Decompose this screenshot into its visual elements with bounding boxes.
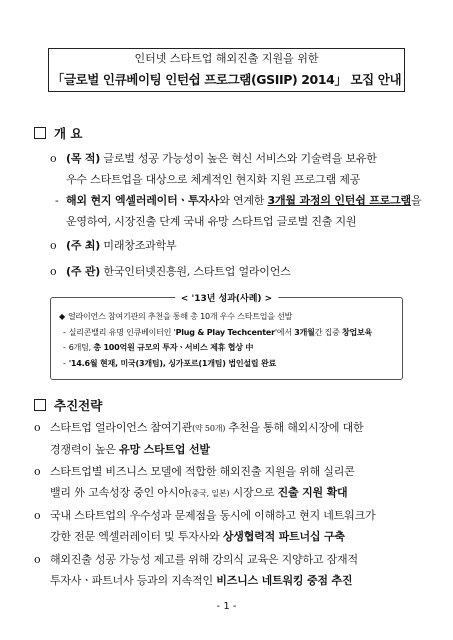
document-title: 「글로벌 인큐베이팅 인턴쉽 프로그램(GSIIP) 2014」 모집 안내	[51, 72, 402, 87]
overview-heading: 개 요	[34, 124, 83, 142]
bullet-o: o	[50, 265, 57, 278]
strategy-heading: 추진전략	[34, 396, 102, 414]
results-box	[50, 294, 403, 380]
strategy-item-1: o 스타트업 얼라이언스 참여기관(약 50개) 추천을 통해 해외시장에 대한 경쟁력이 높은 유망 스타트업 선발	[50, 417, 420, 460]
diamond-bullet-icon: ◆	[59, 312, 65, 321]
bullet-o: o	[34, 465, 41, 478]
results-line-1: ◆ 얼라이언스 참여기관의 추천을 통해 총 10개 우수 스타트업을 선발	[59, 312, 293, 321]
purpose-sub-paragraph: - 해외 현지 엑셀러레이터ㆍ투자사와 연계한 3개월 과정의 인턴쉽 프로그램을 운영하여, 시장진출 단계 국내 유망 스타트업 글로벌 진출 지원	[66, 190, 426, 232]
strategy-item-2: o 스타트업별 비즈니스 모델에 적합한 해외진출 지원을 위해 실리콘 밸리 外 고속성장 중인 아시아(중국, 일본) 시장으로 진출 지원 확대	[50, 461, 420, 504]
bullet-o: o	[50, 152, 57, 165]
strategy-item-4: o 해외진출 성공 가능성 제고를 위해 강의식 교육은 지양하고 잠재적 투자사ㆍ파트너사 등과의 지속적인 비즈니스 네트워킹 중점 추진	[50, 549, 420, 591]
host-paragraph: o (주 최) 미래창조과학부	[66, 235, 426, 256]
purpose-paragraph: o (목 적) 글로벌 성공 가능성이 높은 혁신 서비스와 기술력을 보유한 우수 스타트업을 대상으로 체계적인 현지화 지원 프로그램 제공	[66, 148, 426, 190]
bullet-dash: -	[55, 194, 59, 207]
bullet-o: o	[34, 509, 41, 522]
strategy-item-3: o 국내 스타트업의 우수성과 문제점을 동시에 이해하고 현지 네트워크가 강한 전문 엑셀러레이터 및 투자사와 상생협력적 파트너십 구축	[50, 505, 420, 547]
results-line-4: - '14.6월 현재, 미국(3개팀), 싱가포르(1개팀) 법인설립 완료	[63, 358, 277, 368]
title-box	[48, 48, 405, 92]
results-title: < '13년 성과(사례) >	[175, 291, 278, 304]
checkbox-square-icon	[34, 399, 46, 411]
checkbox-square-icon	[34, 127, 46, 139]
organizer-paragraph: o (주 관) 한국인터넷진흥원, 스타트업 얼라이언스	[66, 261, 426, 282]
document-subtitle: 인터넷 스타트업 해외진출 지원을 위한	[134, 52, 319, 65]
results-line-3: - 6개팀, 총 100억원 규모의 투자ㆍ서비스 제휴 협상 中	[63, 343, 254, 352]
page-number: - 1 -	[216, 601, 237, 612]
bullet-o: o	[50, 239, 57, 252]
results-line-2: - 실리콘밸리 유명 인큐베이터인 'Plug & Play Techcenter'에서 3개월간 집중 창업보육	[63, 327, 373, 337]
bullet-o: o	[34, 553, 41, 566]
bullet-o: o	[34, 421, 41, 434]
